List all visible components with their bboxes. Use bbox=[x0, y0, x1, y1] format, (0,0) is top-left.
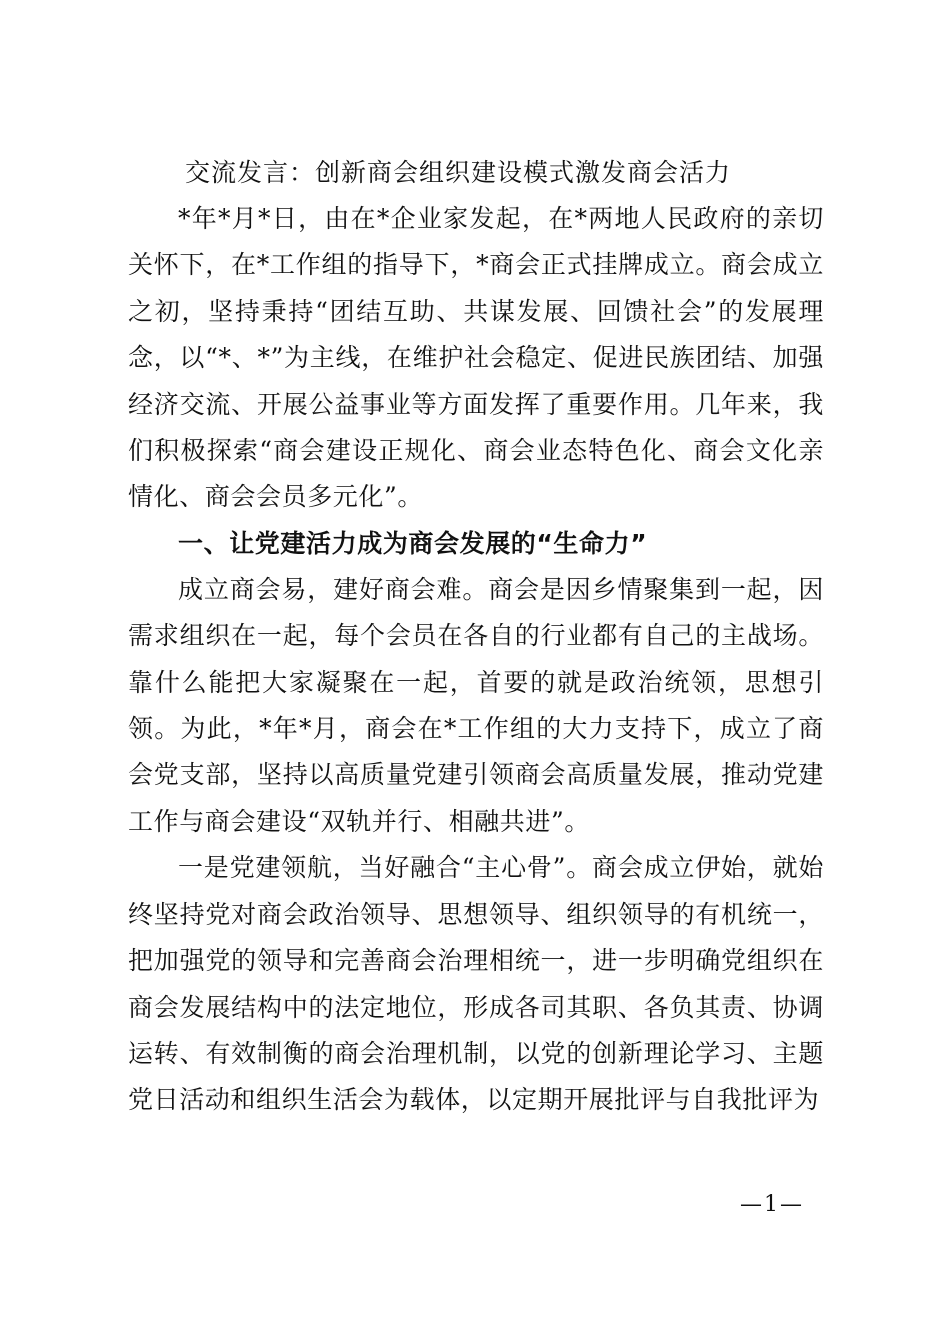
section-paragraph-1: 成立商会易，建好商会难。商会是因乡情聚集到一起，因需求组织在一起，每个会员在各自的行业都有自己的主战场。靠什么能把大家凝聚在一起，首要的就是政治统领，思想引领。为此，*年*月，商会在*工作组的大力支持下，成立了商会党支部，坚持以高质量党建引领商会高质量发展，推动党建工作与商会建设“双轨并行、相融共进”。 bbox=[128, 574, 824, 836]
section-paragraph-2: 一是党建领航，当好融合“主心骨”。商会成立伊始，就始终坚持党对商会政治领导、思想领导、组织领导的有机统一，把加强党的领导和完善商会治理相统一，进一步明确党组织在商会发展结构中的法定地位，形成各司其职、各负其责、协调运转、有效制衡的商会治理机制，以党的创新理论学习、主题党日活动和组织生活会为载体，以定期开展批评与自我批评为 bbox=[128, 853, 824, 1115]
page-number: —1— bbox=[740, 1192, 804, 1217]
document-title: 交流发言：创新商会组织建设模式激发商会活力 bbox=[185, 158, 732, 187]
section-heading: 一、让党建活力成为商会发展的“生命力” bbox=[178, 528, 648, 558]
document-body bbox=[128, 150, 824, 1124]
intro-paragraph: *年*月*日，由在*企业家发起，在*两地人民政府的亲切关怀下，在*工作组的指导下，*商会正式挂牌成立。商会成立之初，坚持秉持“团结互助、共谋发展、回馈社会”的发展理念，以“*、*”为主线，在维护社会稳定、促进民族团结、加强经济交流、开展公益事业等方面发挥了重要作用。几年来，我们积极探索“商会建设正规化、商会业态特色化、商会文化亲情化、商会会员多元化”。 bbox=[128, 204, 824, 512]
